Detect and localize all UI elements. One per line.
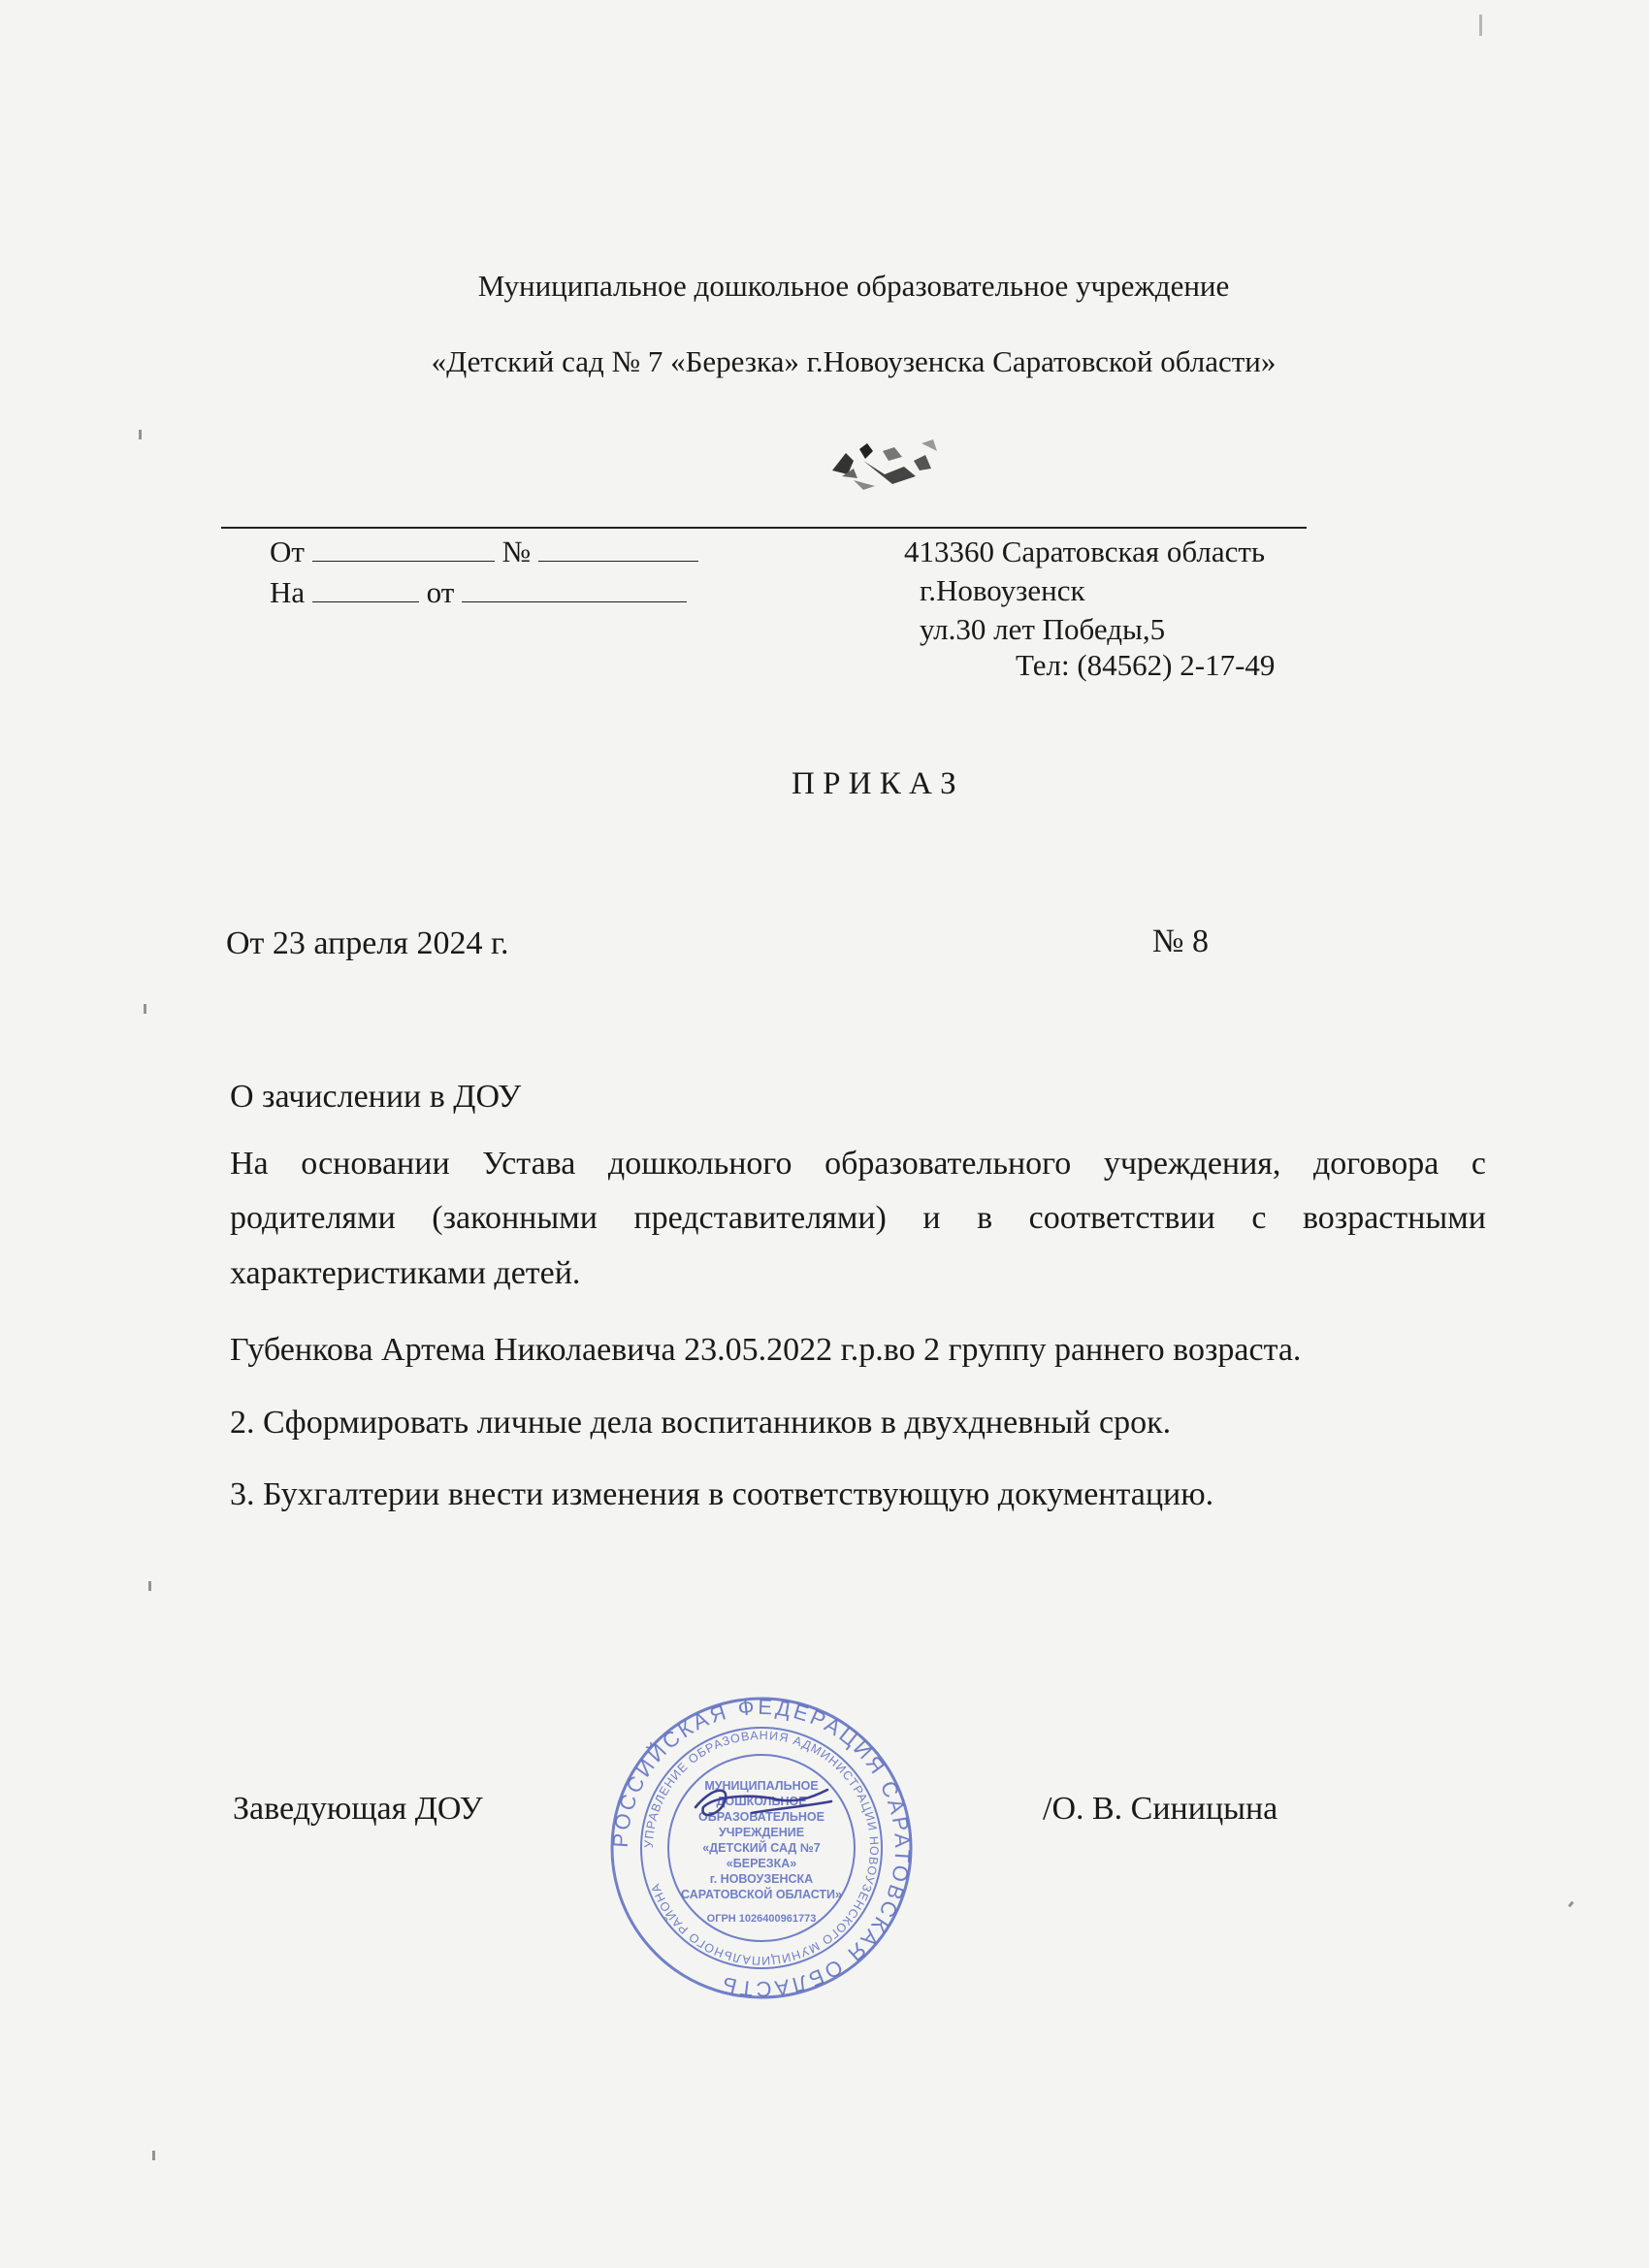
- svg-text:г. НОВОУЗЕНСКА: г. НОВОУЗЕНСКА: [709, 1872, 814, 1886]
- address-phone: Тел: (84562) 2-17-49: [1016, 648, 1276, 682]
- number-label: №: [501, 535, 532, 568]
- incoming-ref: [270, 575, 687, 610]
- official-stamp: [606, 1693, 917, 2003]
- svg-text:ОГРН 1026400961773: ОГРН 1026400961773: [706, 1913, 817, 1925]
- order-item-2: 2. Сформировать личные дела воспитанников в двухдневный срок.: [230, 1405, 1172, 1441]
- svg-text:РОССИЙСКАЯ ФЕДЕРАЦИЯ САРАТОВС: РОССИЙСКАЯ ФЕДЕРАЦИЯ САРАТОВСКАЯ ОБЛАСТЬ: [607, 1694, 916, 2002]
- date-blank: [462, 576, 687, 602]
- outgoing-ref: [270, 535, 698, 569]
- institution-full-name: «Детский сад № 7 «Березка» г.Новоузенска Саратовской области»: [431, 344, 1277, 378]
- signatory-position: Заведующая ДОУ: [233, 1791, 483, 1827]
- svg-text:УЧРЕЖДЕНИЕ: УЧРЕЖДЕНИЕ: [718, 1826, 805, 1839]
- order-item-3: 3. Бухгалтерии внести изменения в соответствующую документацию.: [230, 1476, 1214, 1512]
- to-blank: [312, 576, 419, 602]
- scan-speck: [152, 2151, 155, 2160]
- basis-line-3: характеристиками детей.: [230, 1255, 581, 1291]
- scan-speck: [144, 1004, 146, 1014]
- svg-text:ДОШКОЛЬНОЕ: ДОШКОЛЬНОЕ: [716, 1795, 807, 1808]
- svg-text:САРАТОВСКОЙ ОБЛАСТИ»: САРАТОВСКОЙ ОБЛАСТИ»: [681, 1888, 842, 1901]
- address-line-2: г.Новоузенск: [920, 573, 1085, 607]
- order-number: № 8: [1152, 923, 1209, 959]
- date-label: от: [426, 575, 455, 609]
- svg-text:«ДЕТСКИЙ САД №7: «ДЕТСКИЙ САД №7: [702, 1841, 821, 1855]
- svg-text:«БЕРЕЗКА»: «БЕРЕЗКА»: [726, 1857, 797, 1870]
- scan-speck: [1568, 1901, 1573, 1908]
- header-divider: [221, 527, 1307, 529]
- number-blank: [538, 535, 698, 562]
- scan-speck: [139, 430, 142, 439]
- signatory-name: /О. В. Синицына: [1043, 1791, 1278, 1827]
- to-label: На: [270, 575, 306, 609]
- document-title: П Р И К А З: [792, 766, 956, 801]
- emblem-icon: [824, 432, 951, 492]
- from-blank: [312, 535, 495, 562]
- order-subject: О зачислении в ДОУ: [230, 1079, 522, 1115]
- order-date: От 23 апреля 2024 г.: [226, 925, 509, 961]
- address-line-1: 413360 Саратовская область: [904, 535, 1266, 568]
- svg-text:МУНИЦИПАЛЬНОЕ: МУНИЦИПАЛЬНОЕ: [704, 1779, 819, 1793]
- from-label: От: [270, 535, 305, 568]
- scan-speck: [148, 1581, 151, 1591]
- svg-text:ОБРАЗОВАТЕЛЬНОЕ: ОБРАЗОВАТЕЛЬНОЕ: [698, 1810, 824, 1824]
- basis-line-1: На основании Устава дошкольного образовательного учреждения, договора с: [230, 1146, 1486, 1182]
- institution-name: Муниципальное дошкольное образовательное учреждение: [477, 269, 1230, 303]
- order-item-1: Губенкова Артема Николаевича 23.05.2022 г.р.во 2 группу раннего возраста.: [230, 1332, 1302, 1368]
- scan-speck: [1479, 15, 1482, 36]
- basis-line-2: родителями (законными представителями) и в соответствии с возрастными: [230, 1200, 1486, 1236]
- address-line-3: ул.30 лет Победы,5: [920, 612, 1166, 646]
- svg-text:УПРАВЛЕНИЕ ОБРАЗОВАНИЯ АДМИНИС: УПРАВЛЕНИЕ ОБРАЗОВАНИЯ АДМИНИСТРАЦИИ НОВОУЗЕНСКОГО МУНИЦИПАЛЬНОГО РАЙОНА: [641, 1728, 882, 1968]
